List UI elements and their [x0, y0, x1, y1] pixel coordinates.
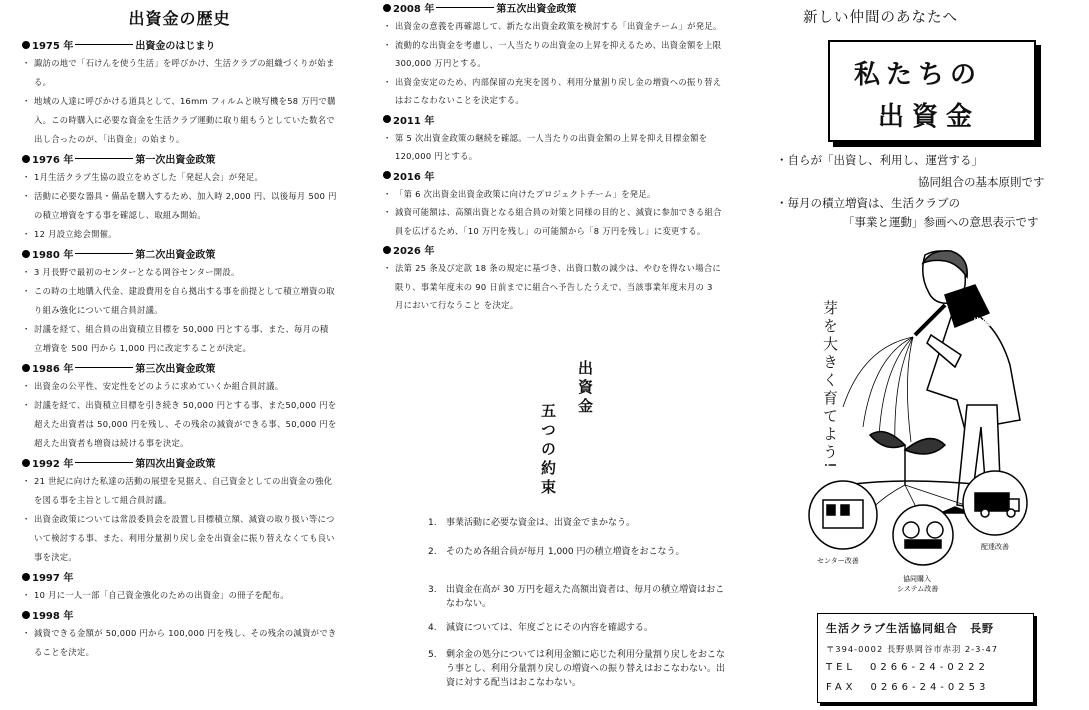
- section-item: ・ 3 月長野で最初のセンターとなる岡谷センター開設。: [22, 263, 337, 282]
- section-item: ・ 第 5 次出資金政策の継続を確認。一人当たりの出資金額の上昇を抑え目標金額を 120,000 円とする。: [383, 129, 723, 166]
- section-label: 第四次出資金政策: [135, 459, 216, 470]
- promise-text: 出資金在高が 30 万円を超えた高額出資者は、毎月の積立増資はおこなわない。: [446, 585, 725, 609]
- section-heading: [383, 242, 723, 257]
- title-line1: 私たちの: [854, 60, 983, 90]
- point1-b: 協同組合の基本原則です: [918, 175, 1045, 189]
- section-year: 1980 年: [32, 250, 74, 261]
- heading-rule: [75, 462, 133, 463]
- history-section: [22, 455, 337, 567]
- heading-rule: [75, 367, 133, 368]
- bullet-dot: [383, 171, 391, 179]
- section-heading: [22, 360, 337, 375]
- promise-text: 剰余金の処分については利用金額に応じた利用分量割り戻しをおこなう事とし、利用分量割り戻しの増資への振り替えはおこなわない。出資に対する配当はおこなわない。: [446, 650, 726, 688]
- water-streams: [843, 337, 913, 447]
- center-circle: [809, 481, 877, 549]
- section-item: ・ 法第 25 条及び定款 18 条の規定に基づき、出資口数の減少は、やむを得ない場合に限り、事業年度末の 90 日前までに組合へ予告したうえで、当該事業年度末月の 3 月において行なうこと を決定。: [383, 259, 723, 315]
- section-year: 1997 年: [32, 573, 74, 584]
- history-section: [22, 37, 337, 149]
- section-item: ・ 1月生活クラブ生協の設立をめざした「発起人会」が発足。: [22, 168, 337, 187]
- history-section: [22, 607, 337, 662]
- promise-item: [428, 621, 728, 635]
- section-heading: [22, 151, 337, 166]
- section-item: ・ 討議を経て、出資積立目標を引き続き 50,000 円とする事、また50,000 円を超えた出資者は 50,000 円を残し、その残余の減資ができる事、50,000 円を超えた出資者も増資は続ける事を決定。: [22, 396, 337, 453]
- label-system-b: システム改善: [897, 585, 939, 593]
- history-section: [383, 242, 723, 315]
- heading-rule: [436, 7, 494, 8]
- promise-number: 2.: [428, 547, 437, 557]
- history-section: [383, 0, 723, 110]
- point1-a: ・自らが「出資し、利用し、運営する」: [776, 153, 983, 167]
- section-heading: [22, 569, 337, 584]
- history-section: [22, 360, 337, 453]
- illustration: [805, 245, 1045, 595]
- section-year: 1992 年: [32, 459, 74, 470]
- contact-org: 生活クラブ生活協同組合 長野: [826, 622, 994, 635]
- delivery-circle: [963, 471, 1027, 535]
- label-delivery: 配達改善: [981, 543, 1009, 551]
- section-year: 2008 年: [393, 4, 435, 15]
- section-item: ・ この時の土地購入代金、建設費用を自ら拠出する事を前提として積立増資の取り組み強化について組合員討議。: [22, 282, 337, 320]
- heading-rule: [75, 253, 133, 254]
- bullet-dot: [22, 41, 30, 49]
- promise-number: 5.: [428, 650, 437, 660]
- section-item: ・ 12 月設立総会開催。: [22, 225, 337, 244]
- heading-rule: [75, 158, 133, 159]
- intro-text: 新しい仲間のあなたへ: [803, 10, 958, 26]
- history-title: 出資金の歴史: [128, 9, 231, 28]
- point2-b: 「事業と運動」参画への意思表示です: [843, 215, 1039, 229]
- promise-text: 事業活動に必要な資金は、出資金でまかなう。: [446, 518, 636, 528]
- section-year: 1975 年: [32, 41, 74, 52]
- section-heading: [22, 455, 337, 470]
- vertical-message: 芽を大きく育てよう!: [821, 300, 839, 472]
- title-box: [828, 40, 1036, 142]
- section-heading: [383, 112, 723, 127]
- promise-number: 4.: [428, 623, 437, 633]
- section-item: ・ 10 月に一人一部「自己資金強化のための出資金」の冊子を配布。: [22, 586, 337, 605]
- bullet-dot: [22, 611, 30, 619]
- promise-number: 3.: [428, 585, 437, 595]
- promises-title-line1: 出資金: [576, 360, 594, 417]
- section-label: 第五次出資金政策: [496, 4, 577, 15]
- history-section: [22, 246, 337, 358]
- history-column-2: [383, 0, 723, 315]
- section-item: ・ 流動的な出資金を考慮し、一人当たりの出資金の上昇を抑えるため、出資金額を上限 300,000 万円とする。: [383, 36, 723, 73]
- bullet-dot: [22, 250, 30, 258]
- heading-rule: [75, 44, 133, 45]
- section-item: ・ 「第 6 次出資金出資金政策に向けたプロジェクトチーム」を発足。: [383, 185, 723, 204]
- section-heading: [22, 607, 337, 622]
- promise-text: 減資については、年度ごとにその内容を確認する。: [446, 623, 653, 633]
- history-section: [383, 112, 723, 166]
- section-heading: [383, 168, 723, 183]
- label-center: センター改善: [817, 557, 859, 565]
- title-line2: 出資金: [878, 102, 981, 132]
- section-item: ・ 21 世紀に向けた私達の活動の展望を見据え、自己資金としての出資金の強化を図る事を主旨として組合員討議。: [22, 472, 337, 510]
- section-year: 2016 年: [393, 171, 435, 183]
- bullet-dot: [383, 246, 391, 254]
- promise-item: [428, 648, 728, 690]
- section-item: ・ 減資できる金額が 50,000 円から 100,000 円を残し、その残余の減資ができることを決定。: [22, 624, 337, 662]
- promise-item: [428, 545, 728, 559]
- can-label: 出資金: [973, 318, 1001, 328]
- system-circle: [893, 505, 953, 565]
- section-heading: [383, 0, 723, 15]
- section-year: 2011 年: [393, 115, 435, 127]
- section-item: ・ 諏訪の地で「石けんを使う生活」を呼びかけ、生活クラブの組織づくりが始まる。: [22, 54, 337, 92]
- contact-box: [817, 613, 1034, 703]
- section-item: ・ 出資金の公平性、安定性をどのように求めていくか組合員討議。: [22, 377, 337, 396]
- promise-text: そのため各組合員が毎月 1,000 円の積立増資をおこなう。: [446, 547, 685, 557]
- section-year: 1998 年: [32, 611, 74, 622]
- section-item: ・ 出資金政策については常設委員会を設置し目標積立額、減資の取り扱い等について検討する事、また、利用分量割り戻し金を出資金に振り替えなくても良い事を決定。: [22, 510, 337, 567]
- bullet-dot: [22, 573, 30, 581]
- contact-tel: TEL 0266-24-0222: [826, 662, 989, 673]
- bullet-dot: [22, 155, 30, 163]
- section-label: 出資金のはじまり: [135, 41, 216, 52]
- promise-item: [428, 583, 728, 611]
- promise-number: 1.: [428, 518, 437, 528]
- section-item: ・ 出資金安定のため、内部保留の充実を図り、利用分量割り戻し金の増資への振り替えはおこなわないことを決定する。: [383, 73, 723, 110]
- label-system-a: 協同購入: [903, 575, 931, 583]
- section-label: 第一次出資金政策: [135, 155, 216, 166]
- section-year: 2026 年: [393, 246, 435, 257]
- contact-fax: FAX 0266-24-0253: [826, 682, 990, 693]
- section-year: 1976 年: [32, 155, 74, 166]
- section-label: 第二次出資金政策: [135, 250, 216, 261]
- contact-address: 〒394-0002 長野県岡谷市赤羽 2-3-47: [826, 644, 998, 654]
- section-label: 第三次出資金政策: [135, 364, 216, 375]
- bullet-dot: [22, 459, 30, 467]
- section-item: ・ 討議を経て、組合員の出資積立目標を 50,000 円とする事、また、毎月の積立増資を 500 円から 1,000 円に改定することが決定。: [22, 320, 337, 358]
- promises-title-line2: 五つの約束: [539, 403, 557, 498]
- history-section: [383, 168, 723, 241]
- section-item: ・ 減資可能額は、高額出資となる組合員の対策と同様の目的と、減資に参加できる組合員を広げるため、「10 万円を残し」の可能額から「8 万円を残し」に変更する。: [383, 203, 723, 240]
- promise-item: [428, 516, 728, 530]
- section-item: ・ 出資金の意義を再確認して、新たな出資金政策を検討する「出資金チーム」が発足。: [383, 17, 723, 36]
- history-column-1: [22, 0, 337, 662]
- point2-a: ・毎月の積立増資は、生活クラブの: [776, 196, 960, 210]
- bullet-dot: [383, 115, 391, 123]
- history-section: [22, 151, 337, 244]
- section-year: 1986 年: [32, 364, 74, 375]
- section-heading: [22, 37, 337, 52]
- bullet-dot: [22, 364, 30, 372]
- section-heading: [22, 246, 337, 261]
- section-item: ・ 活動に必要な器具・備品を購入するため、加入時 2,000 円、以後毎月 500 円の積立増資をする事を確認し、取組み開始。: [22, 187, 337, 225]
- history-section: [22, 569, 337, 605]
- section-item: ・ 地域の人達に呼びかける道具として、16mm フィルムと映写機を58 万円で購入。この時購入に必要な資金を生活クラブ運動に取り組もうとしていた数名で出し合ったのが、「出資金」の始まり。: [22, 92, 337, 149]
- bullet-dot: [383, 4, 391, 12]
